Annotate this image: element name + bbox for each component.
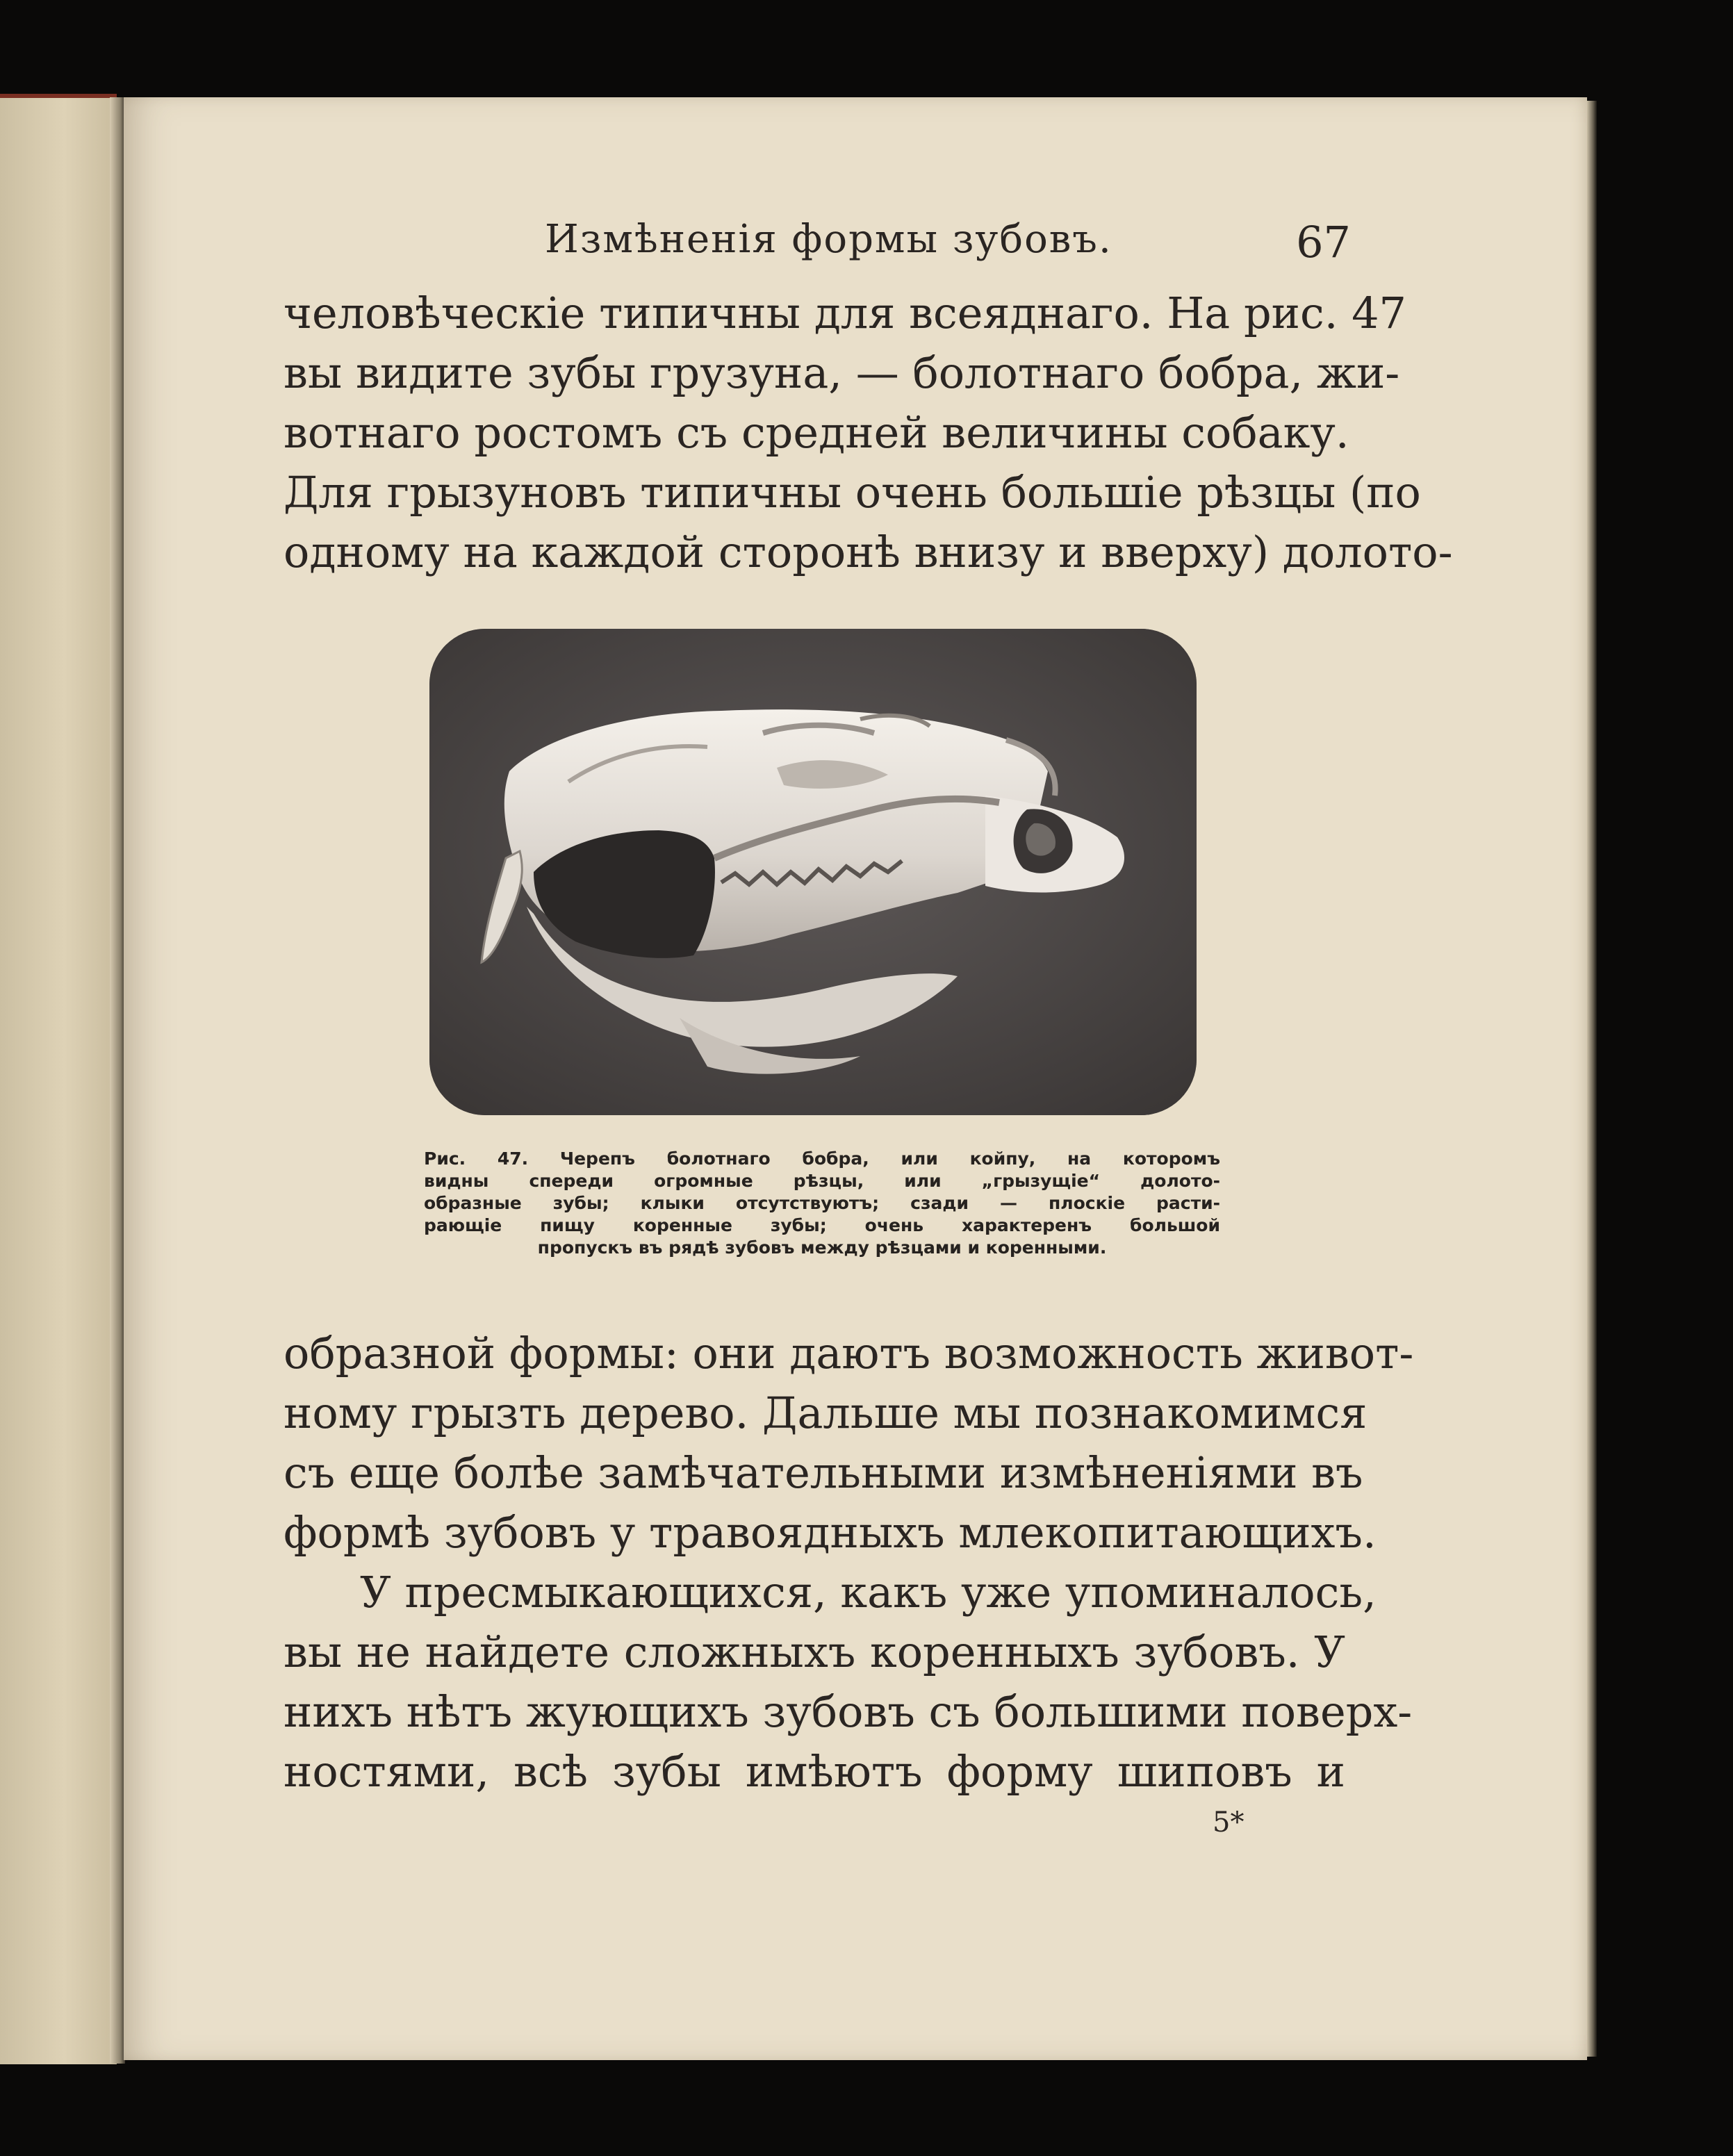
caption-line: пропускъ въ рядѣ зубовъ между рѣзцами и коренными. xyxy=(537,1237,1107,1258)
page-right-edge xyxy=(1587,101,1597,2057)
rodent-skull-illustration xyxy=(429,629,1197,1115)
body-text-top xyxy=(284,283,1453,582)
running-head: Измѣненія формы зубовъ. xyxy=(545,217,1112,262)
body-text-bottom xyxy=(284,1324,1414,1802)
text-line: одному на каждой сторонѣ внизу и вверху) долото- xyxy=(284,527,1453,577)
text-line: нихъ нѣтъ жующихъ зубовъ съ большими поверх- xyxy=(284,1686,1413,1737)
caption-line: рающіе пищу коренные зубы; очень характеренъ большой xyxy=(424,1215,1220,1235)
caption-line: образные зубы; клыки отсутствуютъ; сзади — плоскіе расти- xyxy=(424,1193,1220,1213)
book-gutter xyxy=(110,97,125,2064)
page-number: 67 xyxy=(1296,217,1351,268)
page-header xyxy=(545,217,1351,279)
text-line: вы видите зубы грузуна, — болотнаго бобра, жи- xyxy=(284,347,1400,398)
text-line: формѣ зубовъ у травоядныхъ млекопитающихъ. xyxy=(284,1507,1377,1558)
text-line: У пресмыкающихся, какъ уже упоминалось, xyxy=(360,1567,1377,1618)
signature-mark: 5* xyxy=(1213,1807,1245,1838)
left-page-edge xyxy=(0,94,117,2064)
text-line: вы не найдете сложныхъ коренныхъ зубовъ. У xyxy=(284,1627,1345,1677)
text-line: вотнаго ростомъ съ средней величины собаку. xyxy=(284,407,1349,458)
caption-line: Рис. 47. Черепъ болотнаго бобра, или койпу, на которомъ xyxy=(424,1149,1220,1169)
text-line: образной формы: они даютъ возможность живот- xyxy=(284,1328,1414,1379)
text-line: съ еще болѣе замѣчательными измѣненіями въ xyxy=(284,1447,1363,1498)
figure-skull-photo xyxy=(429,629,1197,1115)
caption-line: видны спереди огромные рѣзцы, или „грызущіе“ долото- xyxy=(424,1171,1220,1191)
text-line: человѣческіе типичны для всеяднаго. На рис. 47 xyxy=(284,288,1406,338)
text-line: ному грызть дерево. Дальше мы познакомимся xyxy=(284,1388,1367,1438)
figure-caption xyxy=(424,1148,1220,1259)
text-line: ностями, всѣ зубы имѣютъ форму шиповъ и xyxy=(284,1746,1345,1797)
text-line: Для грызуновъ типичны очень большіе рѣзцы (по xyxy=(284,467,1421,518)
